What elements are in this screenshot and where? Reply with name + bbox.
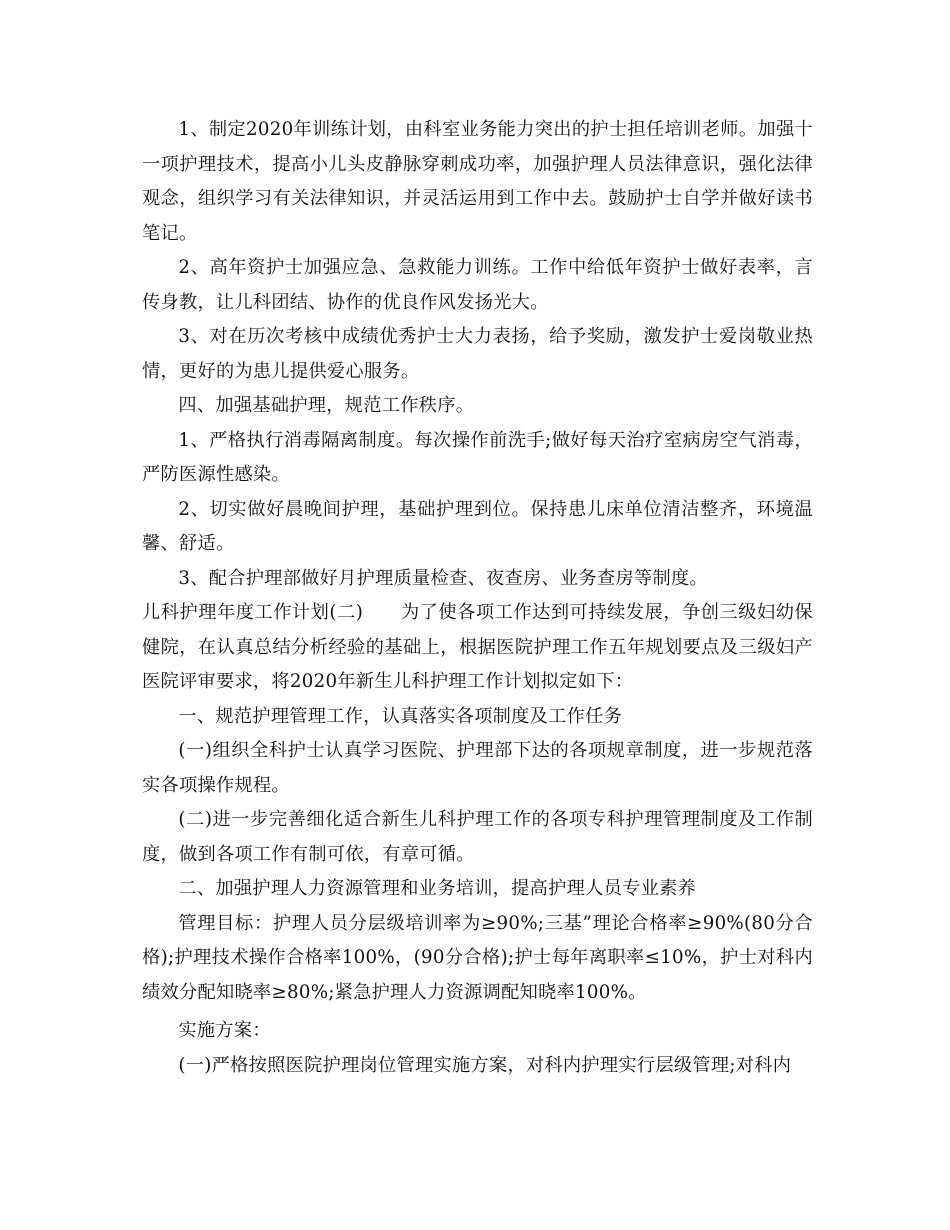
heading-basic-nursing: 四、加强基础护理，规范工作秩序。 <box>178 395 475 416</box>
heading-management-standards: 一、规范护理管理工作，认真落实各项制度及工作任务 <box>178 705 623 727</box>
paragraph-training-plan: 1、制定2020年训练计划，由科室业务能力突出的护士担任培训老师。加强十一项护理技术，提高小儿头皮静脉穿刺成功率，加强护理人员法律意识，强化法律观念，组织学习有关法律知识，并灵活运用到工作中去。鼓励护士自学并做好读书笔记。 <box>142 119 813 244</box>
paragraph-management-goals: 管理目标：护理人员分层级培训率为≥90%;三基”理论合格率≥90%(80分合格);护理技术操作合格率100%，(90分合格);护士每年离职率≤10%，护士对科内绩效分配知晓率≥80%;紧急护理人力资源调配知晓率100%。 <box>142 912 813 1003</box>
heading-human-resources: 二、加强护理人力资源管理和业务培训，提高护理人员专业素养 <box>178 878 697 899</box>
paragraph-study-regulations: (一)组织全科护士认真学习医院、护理部下达的各项规章制度，进一步规范落实各项操作规程。 <box>142 740 813 796</box>
heading-implementation-plan: 实施方案： <box>178 1020 271 1041</box>
paragraph-morning-evening-care: 2、切实做好晨晚间护理，基础护理到位。保持患儿床单位清洁整齐，环境温馨、舒适。 <box>142 498 813 554</box>
paragraph-quality-inspection: 3、配合护理部做好月护理质量检查、夜查房、业务查房等制度。 <box>178 567 708 589</box>
paragraph-praise-excellent-nurses: 3、对在历次考核中成绩优秀护士大力表扬，给予奖励，激发护士爱岗敬业热情，更好的为患儿提供爱心服务。 <box>142 326 813 382</box>
paragraph-refine-systems: (二)进一步完善细化适合新生儿科护理工作的各项专科护理管理制度及工作制度，做到各项工作有制可依，有章可循。 <box>142 809 813 865</box>
paragraph-annual-plan-two: 儿科护理年度工作计划(二) 为了使各项工作达到可持续发展，争创三级妇幼保健院，在认真总结分析经验的基础上，根据医院护理工作五年规划要点及三级妇产医院评审要求，将2020年新生儿科护理工作计划拟定如下： <box>142 602 813 692</box>
paragraph-disinfection: 1、严格执行消毒隔离制度。每次操作前洗手;做好每天治疗室病房空气消毒，严防医源性感染。 <box>142 429 813 485</box>
paragraph-post-management: (一)严格按照医院护理岗位管理实施方案，对科内护理实行层级管理;对科内 <box>178 1054 792 1076</box>
paragraph-senior-nurse-training: 2、高年资护士加强应急、急救能力训练。工作中给低年资护士做好表率，言传身教，让儿科团结、协作的优良作风发扬光大。 <box>142 257 813 313</box>
document-body <box>142 113 813 1083</box>
